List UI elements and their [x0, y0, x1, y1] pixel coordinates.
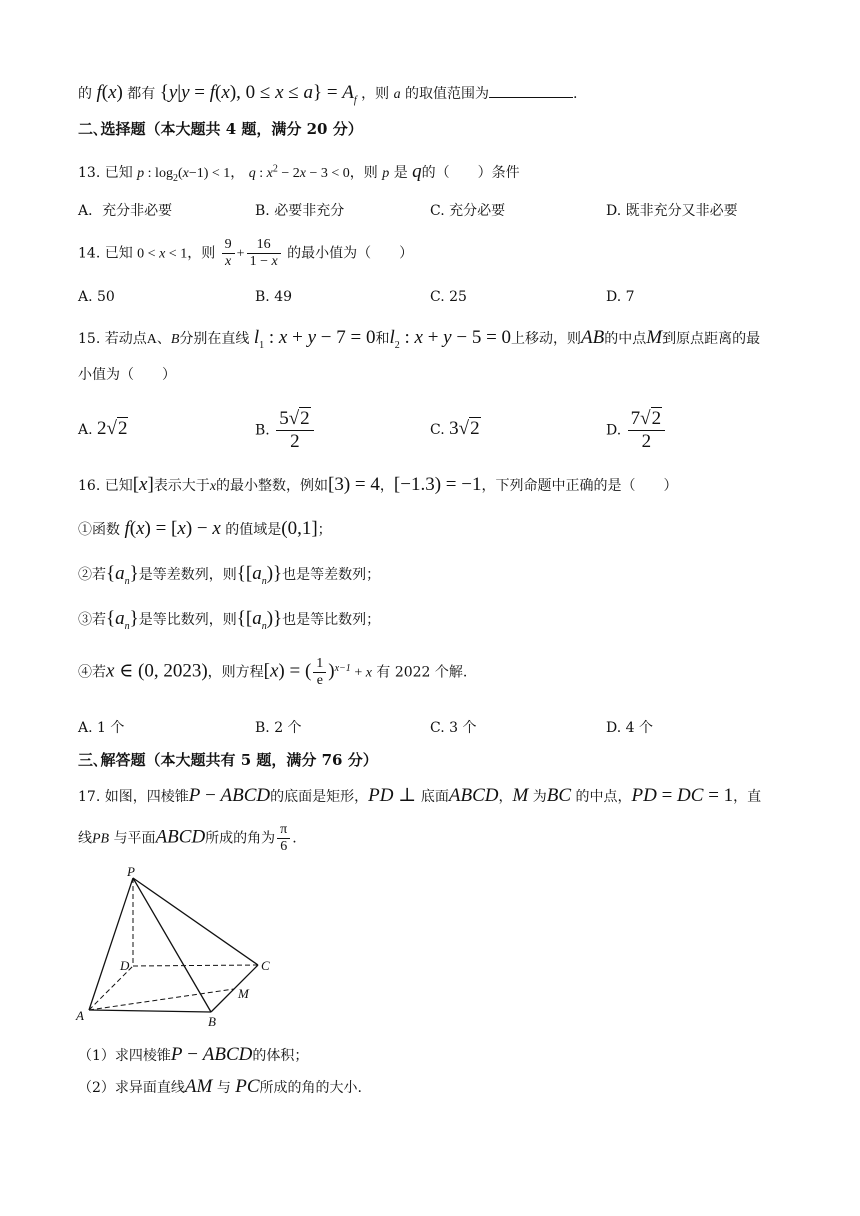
q12-text: . [573, 86, 578, 102]
q15-option-d[interactable]: D. $\frac{7√2}{2}$ [606, 408, 667, 453]
q16-stem: 16. 已知[x]表示大于x的最小整数，例如[3) = 4，[−1.3) = −1，下列命题中正确的是（ ） [78, 474, 678, 495]
q16-option-c[interactable]: C. 3 个 [430, 720, 477, 736]
q17-sub-2: （2）求异面直线AM 与 PC所成的角的大小. [78, 1076, 362, 1097]
q16-text: ③若 [78, 612, 106, 628]
q16-text: 的值域是 [225, 522, 282, 538]
q12-math-a: a [393, 87, 401, 102]
q16-text: ，下列命题中正确的是（ ） [481, 478, 678, 494]
q15-text: 上移动，则 [511, 331, 582, 347]
section-2-title: 二､选择题（本大题共 4 题，满分 20 分） [78, 120, 363, 138]
q17-stem-line2: 线PB 与平面ABCD所成的角为 $\frac{\pi}{6}$ . [78, 822, 297, 855]
label-c: C [261, 958, 270, 973]
option-label: C. [430, 422, 445, 438]
q17-text: 17. 如图，四棱锥 [78, 789, 189, 805]
q13-option-c[interactable]: C. 充分必要 [430, 203, 506, 219]
q14-option-b[interactable]: B. 49 [255, 289, 293, 305]
q13-math-q2: q [412, 161, 422, 182]
edge-pc [133, 878, 258, 965]
q15-text: 分别在直线 [179, 331, 250, 347]
label-p: P [127, 864, 135, 879]
q15-option-c[interactable]: C. 3√2 [430, 418, 480, 439]
q17-text: 的底面是矩形， [270, 789, 369, 805]
q13-option-d[interactable]: D. 既非充分又非必要 [606, 203, 738, 219]
segment-am [89, 989, 234, 1010]
q17-text: . [292, 830, 297, 847]
option-label: D. [606, 422, 622, 439]
q16-text: ①函数 [78, 522, 120, 538]
q16-text: ， [379, 478, 394, 494]
q14-frac-16: $\frac{16}{1 - x}$ [247, 237, 281, 270]
q16-text: ，则方程 [207, 664, 264, 681]
q13-text: 13. 已知 [78, 165, 133, 181]
q17-text: 线 [78, 830, 92, 847]
q16-option-d[interactable]: D. 4 个 [606, 720, 653, 736]
q13-stem [78, 161, 520, 185]
q13-text: ， [230, 165, 245, 181]
q12-text: ，则 [361, 86, 390, 102]
q15-text: 、 [156, 331, 171, 347]
q15-math-l1: $l_1$ : x + y − 7 = 0 [253, 327, 376, 351]
q13-text: ，则 [349, 165, 378, 181]
q17-text: 与平面 [113, 830, 156, 847]
q17-text: 与 [216, 1080, 231, 1096]
q12-text: 的取值范围为 [405, 86, 490, 102]
q12-math-set: {y|y = f(x), $0 \le x \le a\} = A_f$ [159, 82, 357, 106]
pyramid-figure [70, 862, 290, 1032]
q16-option-a[interactable]: A. 1 个 [78, 720, 125, 736]
q15-option-b[interactable]: B. $\frac{5√2}{2}$ [255, 408, 316, 453]
q16-text: 是等差数列，则 [138, 567, 237, 583]
q17-text: ， [498, 789, 513, 805]
q13-math-p2: p [382, 166, 390, 181]
q17-sub-1: （1）求四棱锥P − ABCD的体积； [78, 1044, 309, 1065]
q12-math-fx: f(x) [96, 82, 123, 103]
q15-stem-line1: 15. 若动点A、B分别在直线 $l_1$ : x + y − 7 = 0和$l_2$ : x + y − 5 = 0上移动，则AB的中点M到原点距离的最 [78, 327, 761, 351]
option-label: B. [255, 422, 270, 439]
section-3-title: 三､解答题（本大题共有 5 题，满分 76 分） [78, 751, 378, 769]
q16-statement-3: ③若$\{a_n\}$是等比数列，则$\{[a_n)\}$也是等比数列； [78, 608, 381, 632]
q16-text: 的最小整数，例如 [216, 478, 329, 494]
q17-text: 底面 [420, 789, 449, 805]
q16-statement-4: ④若x ∈ (0, 2023)，则方程[x) = ( $\frac{1}{e}$ )$^{x-1}$ + x 有 2022 个解. [78, 656, 468, 689]
q13-math-q: q : $x^2 - 2x - 3 < 0$ [248, 163, 350, 181]
q13-text: 是 [393, 165, 408, 181]
q12-text: 都有 [127, 86, 156, 102]
label-a: A [76, 1008, 84, 1023]
edge-bc [211, 965, 258, 1012]
q14-option-d[interactable]: D. 7 [606, 289, 635, 305]
edge-pb [133, 878, 211, 1012]
q17-text: 的中点， [575, 789, 632, 805]
q14-option-a[interactable]: A. 50 [78, 289, 115, 305]
q16-text: 是等比数列，则 [138, 612, 237, 628]
q16-text: ④若 [78, 664, 106, 681]
q15-option-a[interactable]: A. 2√2 [78, 418, 128, 439]
q16-statement-2: ②若$\{a_n\}$是等差数列，则$\{[a_n)\}$也是等差数列； [78, 563, 381, 587]
q15-math-l2: $l_2$ : x + y − 5 = 0 [389, 327, 512, 351]
q15-text: 到原点距离的最 [662, 331, 761, 347]
q12-tail-line [78, 82, 578, 107]
option-label: A. [78, 422, 93, 438]
q14-text: 的最小值为（ ） [287, 245, 414, 262]
q13-option-a[interactable]: A．充分非必要 [78, 203, 173, 219]
q16-option-b[interactable]: B. 2 个 [255, 720, 302, 736]
edge-pa [89, 878, 133, 1010]
q17-text: 所成的角为 [205, 830, 276, 847]
q17-stem-line1: 17. 如图，四棱锥P − ABCD的底面是矩形，PD ⊥ 底面ABCD，M 为BC 的中点，PD = DC = 1，直 [78, 785, 762, 806]
q17-text: 所成的角的大小. [259, 1080, 362, 1096]
q12-text: 的 [78, 86, 92, 102]
q16-text: ； [317, 522, 332, 538]
q17-text: 的体积； [252, 1048, 309, 1064]
q16-text: 也是等差数列； [282, 567, 381, 583]
label-d: D [120, 958, 130, 973]
label-m: M [238, 986, 249, 1001]
q14-text: 14. 已知 [78, 245, 133, 262]
q13-math-p: p : $\log_2(x-1) < 1$ [137, 166, 231, 184]
q16-text: 也是等比数列； [282, 612, 381, 628]
answer-blank [489, 85, 573, 98]
q16-statement-1: ①函数 f(x) = [x) − x 的值域是(0,1]； [78, 518, 332, 539]
q15-text: 的中点 [604, 331, 647, 347]
label-b: B [208, 1014, 216, 1029]
q17-text: （1）求四棱锥 [78, 1048, 171, 1064]
q16-text: 有 2022 个解. [376, 664, 468, 681]
q13-text: 的（ ）条件 [421, 165, 520, 181]
q16-text: ②若 [78, 567, 106, 583]
q14-option-c[interactable]: C. 25 [430, 289, 467, 305]
q14-frac-9x: $\frac{9}{x}$ [222, 237, 235, 270]
q15-text: 和 [375, 331, 390, 347]
q16-text: 表示大于 [153, 478, 210, 494]
edge-dc [133, 965, 258, 966]
q16-text: 16. 已知 [78, 478, 133, 494]
q17-text: ，直 [733, 789, 762, 805]
q14-math-range: 0 < x < 1 [137, 246, 188, 262]
q15-stem-line2: 小值为（ ） [78, 367, 176, 383]
q15-text: 15. 若动点 [78, 331, 147, 347]
q17-text: 为 [532, 789, 547, 805]
edge-ab [89, 1010, 211, 1012]
q14-stem: 14. 已知 0 < x < 1，则 $\frac{9}{x}$ + $\frac{16}{1 - x}$ 的最小值为（ ） [78, 237, 414, 270]
q13-option-b[interactable]: B. 必要非充分 [255, 203, 345, 219]
q17-text: （2）求异面直线 [78, 1080, 185, 1096]
q14-text: ，则 [187, 245, 216, 262]
